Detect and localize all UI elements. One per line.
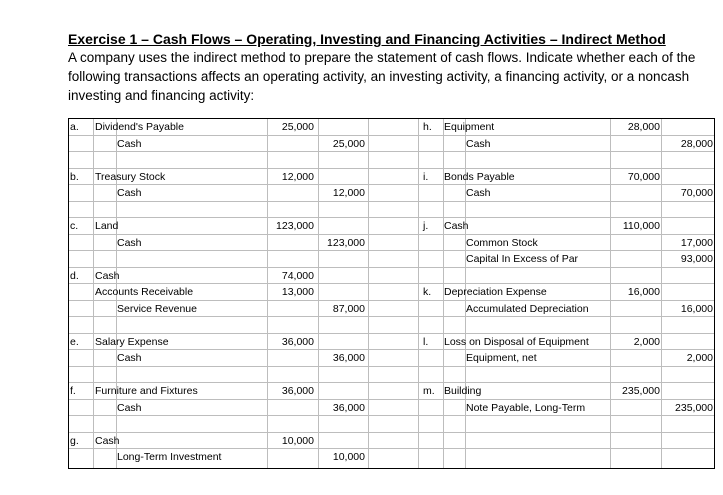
debit-amount: 110,000	[622, 220, 660, 232]
credit-account-name: Long-Term Investment	[117, 451, 222, 463]
debit-account-name: Equipment	[444, 121, 495, 133]
credit-account-name: Cash	[117, 401, 142, 414]
debit-amount: 13,000	[281, 286, 314, 298]
debit-account-name: Treasury Stock	[95, 170, 166, 183]
debit-amount: 10,000	[281, 434, 314, 447]
credit-amount: 36,000	[332, 352, 365, 364]
entry-letter: f.	[70, 385, 76, 397]
credit-account-name: Capital In Excess of Par	[466, 253, 579, 265]
credit-amount: 235,000	[675, 401, 713, 414]
debit-amount: 25,000	[281, 121, 314, 133]
debit-amount: 12,000	[281, 170, 314, 183]
credit-amount: 17,000	[680, 236, 713, 249]
entry-letter: h.	[423, 121, 432, 133]
debit-account-name: Building	[444, 385, 482, 397]
debit-account-name: Accounts Receivable	[95, 286, 194, 298]
credit-account-name: Cash	[466, 187, 491, 199]
debit-amount: 235,000	[622, 385, 660, 397]
credit-amount: 2,000	[686, 352, 713, 364]
credit-account-name: Service Revenue	[117, 302, 197, 315]
credit-account-name: Common Stock	[466, 236, 538, 249]
entry-letter: g.	[70, 434, 79, 447]
credit-account-name: Cash	[117, 236, 142, 249]
entry-letter: a.	[70, 121, 79, 133]
debit-account-name: Cash	[95, 269, 120, 282]
credit-amount: 16,000	[680, 302, 713, 315]
debit-amount: 74,000	[281, 269, 314, 282]
debit-amount: 36,000	[281, 385, 314, 397]
credit-amount: 93,000	[680, 253, 713, 265]
entry-letter: i.	[423, 170, 429, 183]
journal-entries-table	[68, 118, 715, 469]
entry-letter: j.	[423, 220, 429, 232]
debit-account-name: Land	[95, 220, 119, 232]
credit-amount: 70,000	[680, 187, 713, 199]
credit-account-name: Note Payable, Long-Term	[466, 401, 586, 414]
entry-letter: b.	[70, 170, 79, 183]
credit-account-name: Accumulated Depreciation	[466, 302, 589, 315]
credit-amount: 123,000	[327, 236, 365, 249]
debit-amount: 123,000	[276, 220, 314, 232]
credit-amount: 25,000	[332, 137, 365, 150]
credit-amount: 28,000	[680, 137, 713, 150]
exercise-instructions: A company uses the indirect method to prepare the statement of cash flows. Indicate whether each of the following transactions affects an operating activity, an investing activity, a financing activity, or a noncash investing and financing activity:	[68, 50, 696, 103]
entry-letter: e.	[70, 335, 79, 348]
debit-account-name: Bonds Payable	[444, 170, 515, 183]
credit-account-name: Cash	[117, 352, 142, 364]
entry-letter: d.	[70, 269, 79, 282]
credit-amount: 12,000	[332, 187, 365, 199]
credit-amount: 36,000	[332, 401, 365, 414]
debit-account-name: Dividend's Payable	[95, 121, 184, 133]
entry-letter: c.	[70, 220, 79, 232]
entry-letter: l.	[423, 335, 429, 348]
credit-account-name: Equipment, net	[466, 352, 537, 364]
credit-amount: 87,000	[332, 302, 365, 315]
exercise-title: Exercise 1 – Cash Flows – Operating, Investing and Financing Activities – Indirect Method	[68, 31, 666, 47]
debit-amount: 28,000	[627, 121, 660, 133]
debit-account-name: Cash	[444, 220, 469, 232]
credit-account-name: Cash	[466, 137, 491, 150]
debit-amount: 70,000	[627, 170, 660, 183]
credit-account-name: Cash	[117, 137, 142, 150]
debit-amount: 2,000	[633, 335, 660, 348]
entry-letter: m.	[423, 385, 435, 397]
debit-amount: 36,000	[281, 335, 314, 348]
debit-account-name: Salary Expense	[95, 335, 169, 348]
entry-letter: k.	[423, 286, 432, 298]
debit-account-name: Furniture and Fixtures	[95, 385, 198, 397]
debit-account-name: Cash	[95, 434, 120, 447]
debit-amount: 16,000	[627, 286, 660, 298]
debit-account-name: Loss on Disposal of Equipment	[444, 335, 589, 348]
debit-account-name: Depreciation Expense	[444, 286, 547, 298]
credit-account-name: Cash	[117, 187, 142, 199]
credit-amount: 10,000	[332, 451, 365, 463]
exercise-heading	[68, 30, 713, 105]
